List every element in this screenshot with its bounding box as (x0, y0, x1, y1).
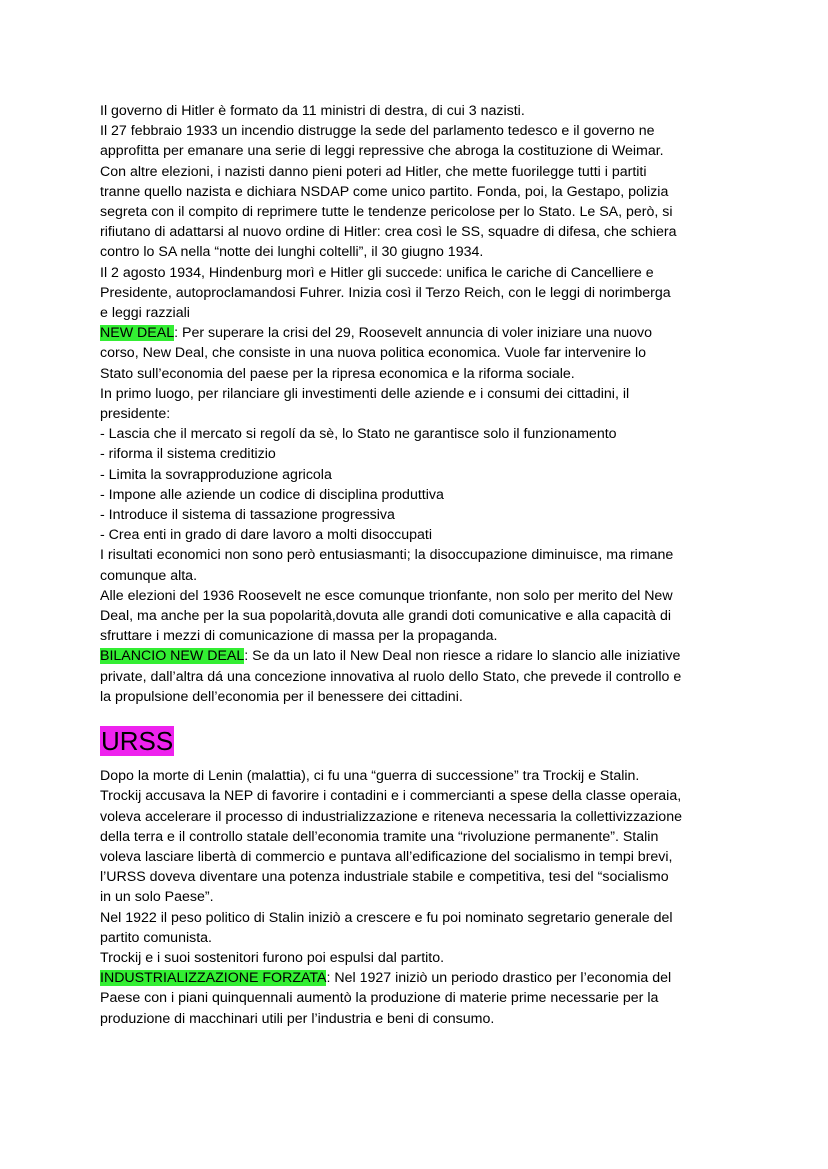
text-line: Il 27 febbraio 1933 un incendio distrugge la sede del parlamento tedesco e il governo ne (100, 123, 655, 140)
text-line: Deal, ma anche per la sua popolarità,dovuta alle grandi doti comunicative e alla capacità di (100, 608, 671, 625)
text-line: I risultati economici non sono però entusiasmanti; la disoccupazione diminuisce, ma rimane (100, 547, 674, 564)
text-line: e leggi razziali (100, 305, 190, 322)
text-line: comunque alta. (100, 567, 198, 584)
list-item: - Limita la sovrapproduzione agricola (100, 466, 332, 483)
list-item: - Crea enti in grado di dare lavoro a molti disoccupati (100, 527, 432, 544)
text-line: contro lo SA nella “notte dei lunghi coltelli”, il 30 giugno 1934. (100, 244, 484, 261)
text-line: partito comunista. (100, 929, 212, 946)
list-item: - riforma il sistema creditizio (100, 446, 276, 463)
text-line: della terra e il controllo statale dell’economia tramite una “rivoluzione permanente”. Stalin (100, 828, 659, 845)
industrializzazione-intro: : Nel 1927 iniziò un periodo drastico per l’economia del (326, 970, 672, 987)
text-line: Trockij e i suoi sostenitori furono poi espulsi dal partito. (100, 949, 445, 966)
text-line: Trockij accusava la NEP di favorire i contadini e i commercianti a spese della classe operaia, (100, 788, 682, 805)
text-line: voleva lasciare libertà di commercio e puntava all’edificazione del socialismo in tempi brevi, (100, 848, 673, 865)
industrializzazione-label: INDUSTRIALIZZAZIONE FORZATA (100, 970, 327, 987)
text-line: Nel 1922 il peso politico di Stalin iniziò a crescere e fu poi nominato segretario generale del (100, 909, 673, 926)
bilancio-intro: : Se da un lato il New Deal non riesce a ridare lo slancio alle iniziative (244, 648, 681, 665)
text-line: Con altre elezioni, i nazisti danno pieni poteri ad Hitler, che mette fuorilegge tutti i partiti (100, 163, 647, 180)
text-line: Alle elezioni del 1936 Roosevelt ne esce comunque trionfante, non solo per merito del New (100, 587, 673, 604)
text-line: sfruttare i mezzi di comunicazione di massa per la propaganda. (100, 628, 498, 645)
bilancio-first-line (100, 646, 748, 666)
industrializzazione-first-line (100, 968, 748, 988)
text-line: approfitta per emanare una serie di leggi repressive che abroga la costituzione di Weimar. (100, 143, 664, 160)
urss-heading: URSS (101, 726, 174, 757)
text-line: voleva accelerare il processo di industrializzazione e riteneva necessaria la collettivizzazione (100, 808, 682, 825)
text-line: Presidente, autoproclamandosi Fuhrer. Inizia così il Terzo Reich, con le leggi di norimberga (100, 284, 671, 301)
urss-heading-wrap (100, 707, 748, 766)
new-deal-first-line (100, 323, 748, 343)
text-line: tranne quello nazista e dichiara NSDAP come unico partito. Fonda, poi, la Gestapo, polizia (100, 183, 669, 200)
bilancio-label: BILANCIO NEW DEAL (100, 648, 245, 665)
text-line: produzione di macchinari utili per l’industria e beni di consumo. (100, 1010, 495, 1027)
new-deal-intro: : Per superare la crisi del 29, Roosevelt annuncia di voler iniziare una nuovo (174, 325, 653, 342)
list-item: - Impone alle aziende un codice di disciplina produttiva (100, 486, 444, 503)
text-line: segreta con il compito di reprimere tutte le tendenze pericolose per lo Stato. Le SA, però, si (100, 204, 673, 221)
text-line: Il governo di Hitler è formato da 11 ministri di destra, di cui 3 nazisti. (100, 103, 525, 119)
text-line: la propulsione dell’economia per il benessere dei cittadini. (100, 688, 463, 705)
text-line: presidente: (100, 406, 171, 423)
text-line: Il 2 agosto 1934, Hindenburg morì e Hitler gli succede: unifica le cariche di Cancelliere e (100, 264, 654, 281)
text-line: rifiutano di adattarsi al nuovo ordine di Hitler: crea così le SS, squadre di difesa, che schiera (100, 224, 677, 241)
text-line: l’URSS doveva diventare una potenza industriale stabile e competitiva, tesi del “socialismo (100, 869, 669, 886)
text-line: private, dall’altra dá una concezione innovativa al ruolo dello Stato, che prevede il controllo e (100, 668, 682, 685)
text-line: Dopo la morte di Lenin (malattia), ci fu una “guerra di successione” tra Trockij e Stalin. (100, 768, 640, 785)
list-item: - Lascia che il mercato si regolí da sè, lo Stato ne garantisce solo il funzionamento (100, 426, 617, 443)
text-line: corso, New Deal, che consiste in una nuova politica economica. Vuole far intervenire lo (100, 345, 646, 362)
text-line: Paese con i piani quinquennali aumentò la produzione di materie prime necessarie per la (100, 990, 659, 1007)
text-line: Stato sull’economia del paese per la ripresa economica e la riforma sociale. (100, 365, 575, 382)
text-line: In primo luogo, per rilanciare gli investimenti delle aziende e i consumi dei cittadini, il (100, 385, 630, 402)
list-item: - Introduce il sistema di tassazione progressiva (100, 507, 395, 524)
text-line: in un solo Paese”. (100, 889, 214, 906)
new-deal-label: NEW DEAL (100, 325, 175, 342)
